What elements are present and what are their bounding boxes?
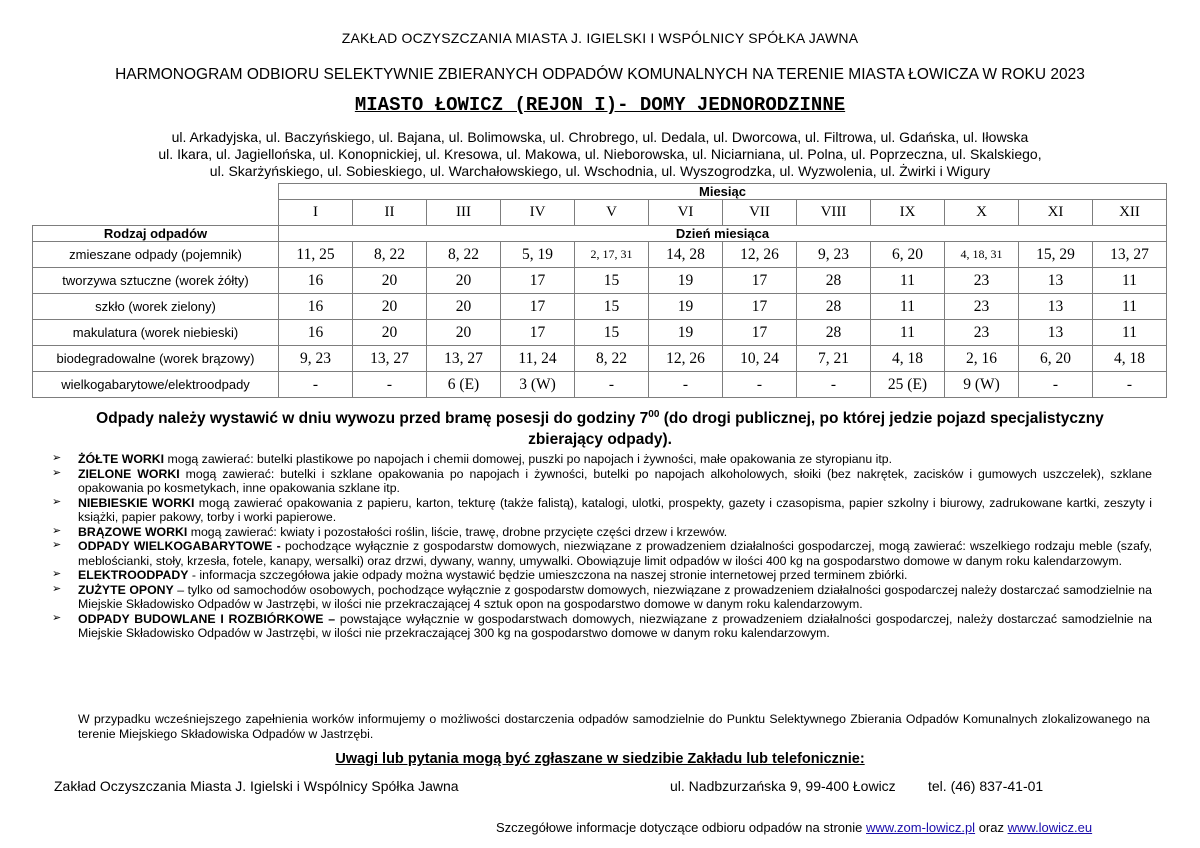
day-cell: 7, 21: [797, 346, 871, 372]
day-cell: 23: [945, 268, 1019, 294]
day-cell: 2, 16: [945, 346, 1019, 372]
day-cell: 15: [575, 268, 649, 294]
street-list: [80, 129, 1120, 180]
bullet-item: [52, 467, 1152, 496]
notice-sup: 00: [648, 409, 660, 420]
link-zom[interactable]: www.zom-lowicz.pl: [866, 820, 976, 835]
day-cell: 19: [649, 294, 723, 320]
day-cell: 20: [353, 268, 427, 294]
bullet-item: [52, 525, 1152, 540]
table-row: [33, 372, 1167, 398]
day-cell: 15: [575, 294, 649, 320]
day-cell: 16: [279, 320, 353, 346]
day-cell: 20: [427, 320, 501, 346]
arrow-bullet-icon: ➢: [52, 524, 62, 537]
waste-type-label: szkło (worek zielony): [33, 294, 279, 320]
day-cell: 23: [945, 294, 1019, 320]
day-cell: -: [649, 372, 723, 398]
month-cell: V: [575, 200, 649, 226]
table-row: [33, 268, 1167, 294]
day-cell: -: [353, 372, 427, 398]
day-cell: 17: [723, 294, 797, 320]
waste-type-label: biodegradowalne (worek brązowy): [33, 346, 279, 372]
day-cell: 13: [1019, 268, 1093, 294]
table-header-row: [33, 184, 1167, 200]
table-row: [33, 346, 1167, 372]
day-cell: 11: [1093, 294, 1167, 320]
day-cell: 9 (W): [945, 372, 1019, 398]
day-cell: -: [279, 372, 353, 398]
contact-name: Zakład Oczyszczania Miasta J. Igielski i Wspólnicy Spółka Jawna: [54, 778, 459, 794]
day-cell: 4, 18: [871, 346, 945, 372]
day-cell: 4, 18: [1093, 346, 1167, 372]
schedule-table: [32, 183, 1167, 398]
day-cell: 9, 23: [279, 346, 353, 372]
arrow-bullet-icon: ➢: [52, 611, 62, 624]
month-cell: VIII: [797, 200, 871, 226]
day-cell: 12, 26: [649, 346, 723, 372]
day-cell: 8, 22: [353, 242, 427, 268]
day-cell: 19: [649, 268, 723, 294]
day-cell: -: [723, 372, 797, 398]
month-cell: X: [945, 200, 1019, 226]
day-cell: 6, 20: [871, 242, 945, 268]
month-cell: VI: [649, 200, 723, 226]
day-cell: 5, 19: [501, 242, 575, 268]
day-cell: 15: [575, 320, 649, 346]
bullet-text: mogą zawierać: butelki plastikowe po napojach i chemii domowej, puszki po napojach i żywności, małe opakowania ze styropianu itp.: [164, 452, 893, 466]
day-cell: 13, 27: [353, 346, 427, 372]
bullet-item: [52, 568, 1152, 583]
day-cell: 28: [797, 268, 871, 294]
arrow-bullet-icon: ➢: [52, 495, 62, 508]
notice-text: Odpady należy wystawić w dniu wywozu przed bramę posesji do godziny 7: [96, 410, 649, 428]
day-cell: 19: [649, 320, 723, 346]
day-cell: 14, 28: [649, 242, 723, 268]
month-cell: I: [279, 200, 353, 226]
day-cell: 11: [1093, 320, 1167, 346]
day-cell: 13: [1019, 320, 1093, 346]
day-cell: 13, 27: [427, 346, 501, 372]
month-cell: XI: [1019, 200, 1093, 226]
day-cell: 20: [427, 294, 501, 320]
day-cell: 11: [871, 268, 945, 294]
bullet-text: powstające wyłącznie w gospodarstwach domowych, niezwiązane z prowadzeniem działalności gospodarczej, należy dostarczać samodzielnie na Miejskie Składowisko Odpadów w Jastrzębi, w ilości nie przekraczającej 300 kg na gospodarstwo domowe w danym roku kalendarzowym.: [78, 611, 1152, 640]
street-line: ul. Ikara, ul. Jagiellońska, ul. Konopnickiej, ul. Kresowa, ul. Makowa, ul. Nieborowska, ul. Niciarniana, ul. Polna, ul. Poprzeczna, ul. Skalskiego,: [158, 146, 1042, 162]
table-subheader-row: [33, 226, 1167, 242]
table-row: [33, 294, 1167, 320]
day-cell: 23: [945, 320, 1019, 346]
day-cell: 28: [797, 320, 871, 346]
table-row: [33, 242, 1167, 268]
arrow-bullet-icon: ➢: [52, 466, 62, 479]
district-title-text: MIASTO ŁOWICZ (REJON I)- DOMY JEDNORODZINNE: [354, 94, 846, 116]
company-name: ZAKŁAD OCZYSZCZANIA MIASTA J. IGIELSKI I WSPÓLNICY SPÓŁKA JAWNA: [341, 30, 859, 46]
day-cell: 10, 24: [723, 346, 797, 372]
day-cell: -: [1093, 372, 1167, 398]
day-cell: 6 (E): [427, 372, 501, 398]
month-cell: IX: [871, 200, 945, 226]
waste-type-label: wielkogabarytowe/elektroodpady: [33, 372, 279, 398]
bullet-item: [52, 612, 1152, 641]
day-cell: -: [797, 372, 871, 398]
day-cell: 28: [797, 294, 871, 320]
month-header: Miesiąc: [279, 184, 1167, 200]
table-row: [33, 320, 1167, 346]
waste-type-label: makulatura (worek niebieski): [33, 320, 279, 346]
day-cell: 17: [501, 320, 575, 346]
bullet-title: NIEBIESKIE WORKI: [78, 495, 195, 510]
bullet-item: [52, 539, 1152, 568]
day-cell: -: [1019, 372, 1093, 398]
day-cell: 13: [1019, 294, 1093, 320]
district-title: [0, 94, 1200, 116]
notice-text-2: (do drogi publicznej, po której jedzie pojazd specjalistyczny zbierający odpady).: [528, 410, 1104, 449]
day-cell: 16: [279, 294, 353, 320]
waste-type-label: zmieszane odpady (pojemnik): [33, 242, 279, 268]
bullet-item: [52, 583, 1152, 612]
arrow-bullet-icon: ➢: [52, 452, 62, 464]
contact-heading: Uwagi lub pytania mogą być zgłaszane w siedzibie Zakładu lub telefonicznie:: [335, 751, 865, 767]
day-cell: 17: [723, 268, 797, 294]
bullet-item: [52, 452, 1152, 467]
bullet-title: ODPADY BUDOWLANE I ROZBIÓRKOWE –: [78, 611, 336, 626]
month-cell: III: [427, 200, 501, 226]
arrow-bullet-icon: ➢: [52, 568, 62, 580]
waste-type-label: tworzywa sztuczne (worek żółty): [33, 268, 279, 294]
bullet-item: [52, 496, 1152, 525]
bullet-title: BRĄZOWE WORKI: [78, 524, 188, 539]
day-cell: 25 (E): [871, 372, 945, 398]
info-paragraph: W przypadku wcześniejszego zapełnienia worków informujemy o możliwości dostarczenia odpadów samodzielnie do Punktu Selektywnego Zbierania Odpadów Komunalnych zlokalizowanego na terenie Miejskiego Składowiska Odpadów w Jastrzębi.: [78, 712, 1150, 741]
day-cell: 3 (W): [501, 372, 575, 398]
day-cell: 12, 26: [723, 242, 797, 268]
day-cell: 15, 29: [1019, 242, 1093, 268]
bullet-text: – tylko od samochodów osobowych, pochodzące wyłącznie z gospodarstw domowych, niezwiązane z prowadzeniem działalności gospodarczej należy dostarczać samodzielnie na Miejskie Składowisko Odpadów w Jastrzębi, w ilości nie przekraczającej 4 sztuk opon na gospodarstwo domowe w danym roku kalendarzowym.: [78, 582, 1152, 611]
day-cell: 11: [871, 294, 945, 320]
arrow-bullet-icon: ➢: [52, 539, 62, 551]
day-cell: 11, 24: [501, 346, 575, 372]
day-cell: 2, 17, 31: [575, 242, 649, 268]
day-cell: 20: [353, 320, 427, 346]
footer-text: Szczegółowe informacje dotyczące odbioru odpadów na stronie: [496, 820, 866, 835]
notice: [90, 404, 1110, 450]
day-cell: 4, 18, 31: [945, 242, 1019, 268]
day-cell: 16: [279, 268, 353, 294]
footer-oraz: oraz: [975, 820, 1008, 835]
footer-links: [496, 820, 1092, 835]
bullet-title: ŻÓŁTE WORKI: [78, 452, 165, 466]
day-cell: 8, 22: [575, 346, 649, 372]
bullet-title: ODPADY WIELKOGABARYTOWE -: [78, 539, 281, 553]
bullet-text: mogą zawierać opakowania z papieru, karton, tekturę (także falistą), katalogi, ulotki, prospekty, gazety i czasopisma, papier szkolny i biurowy, zadrukowane kartki, zeszyty i książki, papier pakowy, torby i worki papierowe.: [78, 495, 1152, 524]
bullet-title: ZIELONE WORKI: [78, 466, 180, 481]
table-months-row: [33, 200, 1167, 226]
schedule-title: HARMONOGRAM ODBIORU SELEKTYWNIE ZBIERANYCH ODPADÓW KOMUNALNYCH NA TERENIE MIASTA ŁOWICZA W ROKU 2023: [115, 66, 1085, 83]
day-cell: 17: [501, 268, 575, 294]
month-cell: IV: [501, 200, 575, 226]
bullet-title: ELEKTROODPADY: [78, 568, 189, 582]
waste-type-header: Rodzaj odpadów: [33, 226, 279, 242]
bullet-text: mogą zawierać: kwiaty i pozostałości roślin, liście, trawę, drobne przycięte części drzew i krzewów.: [187, 524, 728, 539]
arrow-bullet-icon: ➢: [52, 582, 62, 595]
day-cell: -: [575, 372, 649, 398]
day-cell: 17: [501, 294, 575, 320]
day-header: Dzień miesiąca: [279, 226, 1167, 242]
day-cell: 13, 27: [1093, 242, 1167, 268]
day-cell: 9, 23: [797, 242, 871, 268]
day-cell: 11: [1093, 268, 1167, 294]
day-cell: 11, 25: [279, 242, 353, 268]
month-cell: VII: [723, 200, 797, 226]
day-cell: 6, 20: [1019, 346, 1093, 372]
street-line: ul. Arkadyjska, ul. Baczyńskiego, ul. Bajana, ul. Bolimowska, ul. Chrobrego, ul. Dedala, ul. Dworcowa, ul. Filtrowa, ul. Gdańska, ul. Iłowska: [171, 129, 1029, 145]
link-lowicz[interactable]: www.lowicz.eu: [1007, 820, 1093, 835]
bullet-text: mogą zawierać: butelki i szklane opakowania po napojach i żywności, butelki po napojach alkoholowych, słoiki (bez nakrętek, zacisków i gumowych uszczelek), szklane opakowania po kosmetykach, inne opakowania szklane itp.: [78, 466, 1152, 495]
bullet-list: [52, 452, 1152, 641]
bullet-title: ZUŻYTE OPONY: [78, 582, 174, 597]
day-cell: 20: [427, 268, 501, 294]
day-cell: 8, 22: [427, 242, 501, 268]
day-cell: 11: [871, 320, 945, 346]
street-line: ul. Skarżyńskiego, ul. Sobieskiego, ul. Warchałowskiego, ul. Wschodnia, ul. Wyszogrodzka, ul. Wyzwolenia, ul. Żwirki i Wigury: [209, 163, 991, 179]
day-cell: 17: [723, 320, 797, 346]
contact-address: ul. Nadbzurzańska 9, 99-400 Łowicz: [670, 778, 896, 794]
month-cell: XII: [1093, 200, 1167, 226]
contact-phone: tel. (46) 837-41-01: [928, 778, 1044, 794]
bullet-text: - informacja szczegółowa jakie odpady można wystawić będzie umieszczona na naszej stronie internetowej przed terminem zbiórki.: [188, 568, 908, 582]
month-cell: II: [353, 200, 427, 226]
bullet-text: pochodzące wyłącznie z gospodarstw domowych, niezwiązane z prowadzeniem działalności gospodarczej, mogą zawierać: wszelkiego rodzaju meble (szafy, meblościanki, stoły, krzesła, fotele, kanapy, wersalki) oraz drzwi, dywany, wanny, umywalki. Obowiązuje limit odpadów w ilości 400 kg na gospodarstwo domowe w danym roku kalendarzowym.: [78, 539, 1152, 568]
day-cell: 20: [353, 294, 427, 320]
